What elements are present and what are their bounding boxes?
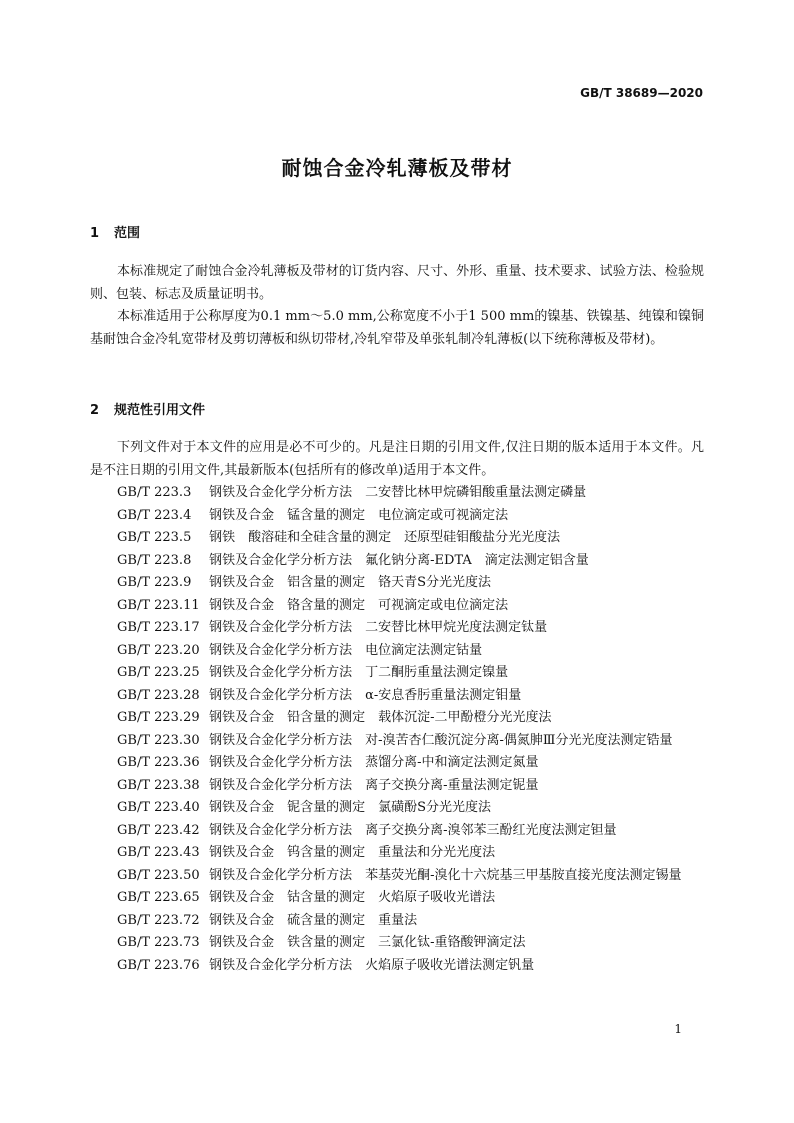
reference-title: 钢铁及合金化学分析方法 α-安息香肟重量法测定钼量 (209, 687, 522, 703)
reference-title: 钢铁及合金化学分析方法 火焰原子吸收光谱法测定钒量 (209, 957, 535, 973)
reference-item (90, 595, 704, 618)
section-heading-scope (90, 222, 140, 241)
section-number: 2 (90, 403, 100, 418)
page-number: 1 (674, 1022, 682, 1036)
reference-title: 钢铁及合金 铝含量的测定 铬天青S分光光度法 (209, 575, 492, 590)
reference-item (90, 887, 704, 910)
reference-title: 钢铁及合金 铅含量的测定 载体沉淀-二甲酚橙分光光度法 (209, 710, 552, 725)
reference-title: 钢铁及合金化学分析方法 丁二酮肟重量法测定镍量 (209, 665, 509, 680)
reference-code: GB/T 223.30 (117, 732, 200, 748)
normative-intro: 下列文件对于本文件的应用是必不可少的。凡是注日期的引用文件,仅注日期的版本适用于本文件。凡是不注日期的引用文件,其最新版本(包括所有的修改单)适用于本文件。 (90, 440, 704, 478)
reference-code: GB/T 223.76 (117, 957, 200, 973)
reference-item (90, 842, 704, 865)
reference-item (90, 797, 704, 820)
reference-code: GB/T 223.20 (117, 642, 200, 658)
reference-title: 钢铁及合金化学分析方法 氟化钠分离-EDTA 滴定法测定铝含量 (209, 552, 589, 568)
reference-title: 钢铁及合金 硫含量的测定 重量法 (209, 912, 418, 928)
reference-title: 钢铁及合金化学分析方法 离子交换分离-溴邻苯三酚红光度法测定钽量 (209, 822, 617, 838)
scope-paragraph-1: 本标准规定了耐蚀合金冷轧薄板及带材的订货内容、尺寸、外形、重量、技术要求、试验方法、检验规则、包装、标志及质量证明书。 (90, 264, 704, 302)
reference-item (90, 527, 704, 550)
reference-title: 钢铁及合金化学分析方法 苯基荧光酮-溴化十六烷基三甲基胺直接光度法测定锡量 (209, 867, 682, 883)
reference-item (90, 730, 704, 753)
reference-code: GB/T 223.29 (117, 710, 200, 725)
reference-code: GB/T 223.25 (117, 665, 200, 680)
reference-code: GB/T 223.65 (117, 890, 200, 905)
reference-item (90, 685, 704, 708)
reference-code: GB/T 223.11 (117, 597, 200, 613)
reference-item (90, 820, 704, 843)
reference-list (90, 482, 704, 977)
reference-title: 钢铁及合金化学分析方法 二安替比林甲烷光度法测定钛量 (209, 620, 548, 635)
reference-item (90, 932, 704, 955)
reference-title: 钢铁及合金 铬含量的测定 可视滴定或电位滴定法 (209, 597, 509, 613)
section-number: 1 (90, 226, 100, 241)
section-title: 范围 (114, 226, 141, 241)
reference-code: GB/T 223.3 (117, 485, 192, 500)
reference-code: GB/T 223.5 (117, 530, 192, 545)
reference-item (90, 572, 704, 595)
reference-title: 钢铁及合金 钴含量的测定 火焰原子吸收光谱法 (209, 890, 496, 905)
reference-item (90, 910, 704, 933)
reference-title: 钢铁及合金 钨含量的测定 重量法和分光光度法 (209, 845, 496, 860)
section-title: 规范性引用文件 (114, 403, 206, 418)
scope-paragraph-2: 本标准适用于公称厚度为0.1 mm～5.0 mm,公称宽度不小于1 500 mm的镍基、铁镍基、纯镍和镍铜基耐蚀合金冷轧宽带材及剪切薄板和纵切带材,冷轧窄带及单张轧制冷轧薄板(以下统称薄板及带材)。 (90, 309, 704, 347)
reference-item (90, 550, 704, 573)
standard-code: GB/T 38689—2020 (580, 86, 703, 100)
reference-code: GB/T 223.42 (117, 822, 200, 838)
reference-code: GB/T 223.8 (117, 552, 192, 568)
reference-code: GB/T 223.4 (117, 507, 192, 523)
reference-title: 钢铁及合金化学分析方法 二安替比林甲烷磷钼酸重量法测定磷量 (209, 485, 587, 500)
reference-code: GB/T 223.38 (117, 777, 200, 793)
reference-item (90, 640, 704, 663)
reference-code: GB/T 223.72 (117, 912, 200, 928)
reference-title: 钢铁 酸溶硅和全硅含量的测定 还原型硅钼酸盐分光光度法 (209, 530, 561, 545)
reference-code: GB/T 223.43 (117, 845, 200, 860)
reference-title: 钢铁及合金 铌含量的测定 氯磺酚S分光光度法 (209, 800, 492, 815)
reference-code: GB/T 223.9 (117, 575, 192, 590)
reference-title: 钢铁及合金化学分析方法 离子交换分离-重量法测定铌量 (209, 777, 539, 793)
reference-code: GB/T 223.28 (117, 687, 200, 703)
reference-code: GB/T 223.50 (117, 867, 200, 883)
reference-item (90, 955, 704, 978)
reference-code: GB/T 223.36 (117, 755, 200, 770)
reference-item (90, 482, 704, 505)
reference-code: GB/T 223.17 (117, 620, 200, 635)
reference-item (90, 775, 704, 798)
reference-item (90, 865, 704, 888)
reference-title: 钢铁及合金化学分析方法 对-溴苦杏仁酸沉淀分离-偶氮胂Ⅲ分光光度法测定锆量 (209, 732, 673, 748)
reference-item (90, 505, 704, 528)
reference-title: 钢铁及合金化学分析方法 蒸馏分离-中和滴定法测定氮量 (209, 755, 539, 770)
section-heading-normative (90, 399, 205, 418)
reference-code: GB/T 223.40 (117, 800, 200, 815)
reference-item (90, 752, 704, 775)
reference-title: 钢铁及合金化学分析方法 电位滴定法测定钴量 (209, 642, 483, 658)
reference-title: 钢铁及合金 锰含量的测定 电位滴定或可视滴定法 (209, 507, 509, 523)
reference-title: 钢铁及合金 铁含量的测定 三氯化钛-重铬酸钾滴定法 (209, 935, 526, 950)
document-title: 耐蚀合金冷轧薄板及带材 (281, 156, 513, 180)
reference-item (90, 707, 704, 730)
reference-item (90, 662, 704, 685)
reference-code: GB/T 223.73 (117, 935, 200, 950)
reference-item (90, 617, 704, 640)
